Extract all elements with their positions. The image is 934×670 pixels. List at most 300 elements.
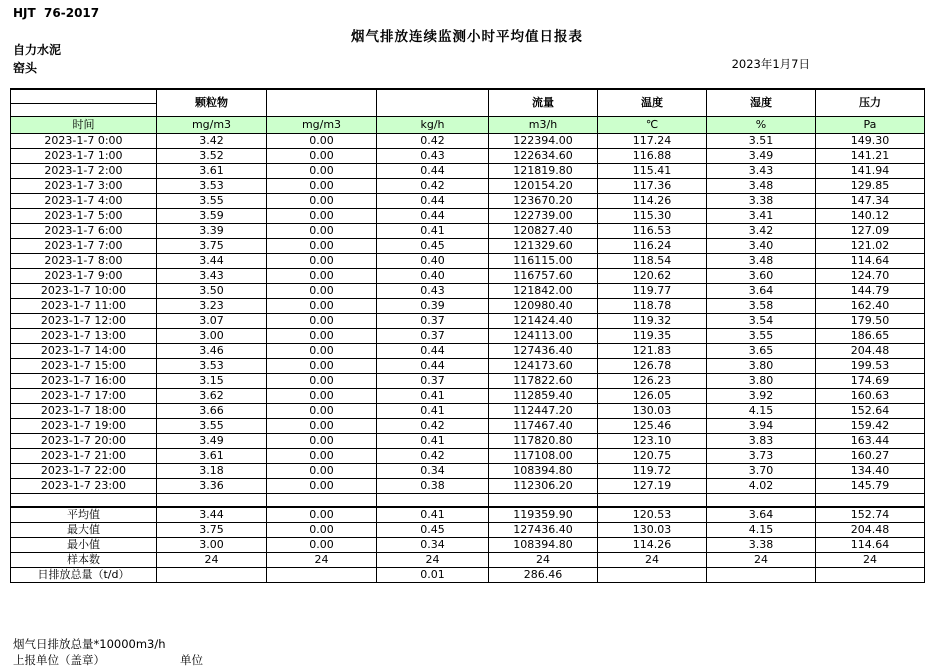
value-cell: 3.53 [157,178,267,193]
value-cell: 152.64 [816,403,925,418]
value-cell: 114.26 [598,193,707,208]
value-cell: 140.12 [816,208,925,223]
value-cell: 0.00 [267,163,377,178]
value-cell: 0.00 [267,418,377,433]
value-cell: 162.40 [816,298,925,313]
header-pressure: 压力 [816,89,925,116]
time-cell: 2023-1-7 11:00 [11,298,157,313]
time-cell: 2023-1-7 19:00 [11,418,157,433]
value-cell: 115.30 [598,208,707,223]
value-cell: 179.50 [816,313,925,328]
summary-value-cell: 4.15 [707,522,816,537]
group-header-row [11,89,925,103]
summary-value-cell [267,567,377,582]
time-cell: 2023-1-7 23:00 [11,478,157,493]
table-row [11,418,925,433]
summary-value-cell: 152.74 [816,507,925,522]
value-cell: 116115.00 [489,253,598,268]
value-cell: 119.72 [598,463,707,478]
value-cell: 0.42 [377,448,489,463]
summary-value-cell: 0.00 [267,522,377,537]
summary-value-cell [707,567,816,582]
value-cell: 124113.00 [489,328,598,343]
table-row [11,463,925,478]
value-cell: 129.85 [816,178,925,193]
value-cell: 108394.80 [489,463,598,478]
unit-m3-h: m3/h [489,116,598,133]
value-cell: 0.00 [267,298,377,313]
table-row [11,133,925,148]
value-cell: 3.83 [707,433,816,448]
value-cell: 121842.00 [489,283,598,298]
blank-cell [267,493,377,507]
value-cell: 3.40 [707,238,816,253]
value-cell: 3.65 [707,343,816,358]
value-cell: 0.41 [377,403,489,418]
value-cell: 159.42 [816,418,925,433]
time-cell: 2023-1-7 22:00 [11,463,157,478]
data-rows [11,133,925,493]
value-cell: 127.09 [816,223,925,238]
value-cell: 3.80 [707,358,816,373]
value-cell: 117.24 [598,133,707,148]
summary-value-cell: 0.01 [377,567,489,582]
table-row [11,403,925,418]
value-cell: 163.44 [816,433,925,448]
value-cell: 0.00 [267,178,377,193]
value-cell: 0.42 [377,418,489,433]
value-cell: 3.66 [157,403,267,418]
value-cell: 3.80 [707,373,816,388]
value-cell: 0.44 [377,343,489,358]
time-cell: 2023-1-7 7:00 [11,238,157,253]
value-cell: 3.55 [157,418,267,433]
value-cell: 120.75 [598,448,707,463]
time-cell: 2023-1-7 6:00 [11,223,157,238]
summary-value-cell [598,567,707,582]
time-cell: 2023-1-7 8:00 [11,253,157,268]
table-row [11,388,925,403]
blank-cell [157,493,267,507]
value-cell: 122394.00 [489,133,598,148]
value-cell: 3.43 [157,268,267,283]
summary-value-cell: 3.75 [157,522,267,537]
unit-header-row [11,116,925,133]
value-cell: 0.00 [267,343,377,358]
time-cell: 2023-1-7 1:00 [11,148,157,163]
value-cell: 121.83 [598,343,707,358]
unit-mg-m3: mg/m3 [157,116,267,133]
table-row [11,238,925,253]
table-row [11,313,925,328]
value-cell: 124173.60 [489,358,598,373]
summary-value-cell: 114.64 [816,537,925,552]
blank-cell [707,493,816,507]
value-cell: 117108.00 [489,448,598,463]
summary-value-cell: 0.00 [267,507,377,522]
value-cell: 3.59 [157,208,267,223]
value-cell: 0.00 [267,238,377,253]
value-cell: 3.48 [707,253,816,268]
summary-value-cell: 120.53 [598,507,707,522]
value-cell: 121329.60 [489,238,598,253]
value-cell: 122739.00 [489,208,598,223]
time-cell: 2023-1-7 17:00 [11,388,157,403]
value-cell: 117822.60 [489,373,598,388]
header-empty-cell [11,103,157,116]
value-cell: 0.00 [267,478,377,493]
value-cell: 3.58 [707,298,816,313]
value-cell: 112859.40 [489,388,598,403]
table-row [11,298,925,313]
summary-value-cell: 0.45 [377,522,489,537]
unit-percent: % [707,116,816,133]
header-empty-cell [377,89,489,116]
value-cell: 115.41 [598,163,707,178]
time-cell: 2023-1-7 9:00 [11,268,157,283]
value-cell: 0.39 [377,298,489,313]
summary-rows [11,507,925,582]
summary-label-cell: 最小值 [11,537,157,552]
header-humidity: 湿度 [707,89,816,116]
value-cell: 3.92 [707,388,816,403]
time-cell: 2023-1-7 3:00 [11,178,157,193]
value-cell: 127436.40 [489,343,598,358]
value-cell: 0.42 [377,178,489,193]
value-cell: 3.46 [157,343,267,358]
value-cell: 186.65 [816,328,925,343]
value-cell: 3.62 [157,388,267,403]
value-cell: 0.00 [267,253,377,268]
value-cell: 126.23 [598,373,707,388]
value-cell: 112306.20 [489,478,598,493]
value-cell: 126.78 [598,358,707,373]
value-cell: 0.44 [377,193,489,208]
time-cell: 2023-1-7 10:00 [11,283,157,298]
value-cell: 3.52 [157,148,267,163]
value-cell: 3.49 [707,148,816,163]
site-name: 窑头 [13,61,38,75]
value-cell: 119.32 [598,313,707,328]
summary-value-cell: 24 [598,552,707,567]
value-cell: 0.44 [377,163,489,178]
value-cell: 3.54 [707,313,816,328]
value-cell: 0.37 [377,373,489,388]
value-cell: 121424.40 [489,313,598,328]
summary-value-cell: 114.26 [598,537,707,552]
summary-label-cell: 日排放总量（t/d） [11,567,157,582]
value-cell: 0.00 [267,358,377,373]
value-cell: 0.40 [377,253,489,268]
table-row [11,178,925,193]
value-cell: 3.15 [157,373,267,388]
table-row [11,358,925,373]
summary-row [11,537,925,552]
summary-row [11,507,925,522]
value-cell: 3.61 [157,163,267,178]
summary-value-cell: 286.46 [489,567,598,582]
value-cell: 0.00 [267,208,377,223]
value-cell: 126.05 [598,388,707,403]
value-cell: 0.44 [377,358,489,373]
header-particulate: 颗粒物 [157,89,267,116]
value-cell: 122634.60 [489,148,598,163]
value-cell: 118.54 [598,253,707,268]
table-row [11,433,925,448]
unit-celsius: ℃ [598,116,707,133]
time-cell: 2023-1-7 21:00 [11,448,157,463]
value-cell: 0.00 [267,223,377,238]
time-cell: 2023-1-7 5:00 [11,208,157,223]
unit-kg-h: kg/h [377,116,489,133]
value-cell: 0.42 [377,133,489,148]
summary-row [11,567,925,582]
summary-value-cell: 3.64 [707,507,816,522]
table-row [11,148,925,163]
table-row [11,478,925,493]
time-cell: 2023-1-7 4:00 [11,193,157,208]
page-title: 烟气排放连续监测小时平均值日报表 [351,29,583,45]
value-cell: 3.42 [157,133,267,148]
value-cell: 127.19 [598,478,707,493]
value-cell: 145.79 [816,478,925,493]
value-cell: 0.00 [267,328,377,343]
value-cell: 3.44 [157,253,267,268]
value-cell: 0.00 [267,313,377,328]
summary-value-cell [816,567,925,582]
time-cell: 2023-1-7 16:00 [11,373,157,388]
value-cell: 144.79 [816,283,925,298]
value-cell: 3.60 [707,268,816,283]
blank-cell [598,493,707,507]
time-cell: 2023-1-7 18:00 [11,403,157,418]
value-cell: 0.43 [377,148,489,163]
value-cell: 0.00 [267,373,377,388]
value-cell: 3.41 [707,208,816,223]
value-cell: 117467.40 [489,418,598,433]
blank-cell [377,493,489,507]
table-row [11,253,925,268]
value-cell: 130.03 [598,403,707,418]
table-row [11,193,925,208]
blank-row [11,493,925,507]
table-row [11,328,925,343]
value-cell: 134.40 [816,463,925,478]
value-cell: 116.53 [598,223,707,238]
value-cell: 0.00 [267,148,377,163]
value-cell: 3.73 [707,448,816,463]
report-date: 2023年1月7日 [731,57,810,71]
value-cell: 3.55 [707,328,816,343]
time-cell: 2023-1-7 13:00 [11,328,157,343]
unit-pa: Pa [816,116,925,133]
value-cell: 3.55 [157,193,267,208]
value-cell: 119.77 [598,283,707,298]
unit-mg-m3: mg/m3 [267,116,377,133]
table-header [11,89,925,133]
summary-label-cell: 最大值 [11,522,157,537]
value-cell: 3.07 [157,313,267,328]
value-cell: 3.75 [157,238,267,253]
time-column-header: 时间 [11,116,157,133]
summary-value-cell: 24 [377,552,489,567]
value-cell: 160.63 [816,388,925,403]
value-cell: 120980.40 [489,298,598,313]
value-cell: 118.78 [598,298,707,313]
value-cell: 3.00 [157,328,267,343]
value-cell: 3.64 [707,283,816,298]
time-cell: 2023-1-7 2:00 [11,163,157,178]
value-cell: 199.53 [816,358,925,373]
value-cell: 3.36 [157,478,267,493]
summary-label-cell: 平均值 [11,507,157,522]
value-cell: 3.53 [157,358,267,373]
value-cell: 3.23 [157,298,267,313]
summary-label-cell: 样本数 [11,552,157,567]
summary-value-cell: 119359.90 [489,507,598,522]
blank-cell [489,493,598,507]
header-temperature: 温度 [598,89,707,116]
header-flow: 流量 [489,89,598,116]
value-cell: 121819.80 [489,163,598,178]
summary-value-cell: 24 [267,552,377,567]
summary-value-cell: 24 [816,552,925,567]
value-cell: 3.49 [157,433,267,448]
time-cell: 2023-1-7 14:00 [11,343,157,358]
value-cell: 0.41 [377,388,489,403]
company-name: 自力水泥 [13,43,62,57]
table-row [11,163,925,178]
reporting-unit-label: 上报单位（盖章） [13,653,105,667]
value-cell: 0.00 [267,133,377,148]
summary-value-cell: 108394.80 [489,537,598,552]
value-cell: 3.42 [707,223,816,238]
value-cell: 120154.20 [489,178,598,193]
table-row [11,208,925,223]
value-cell: 121.02 [816,238,925,253]
summary-value-cell: 3.44 [157,507,267,522]
value-cell: 123.10 [598,433,707,448]
value-cell: 0.38 [377,478,489,493]
unit-label: 单位 [180,653,203,667]
value-cell: 123670.20 [489,193,598,208]
value-cell: 0.43 [377,283,489,298]
value-cell: 0.00 [267,433,377,448]
summary-row [11,522,925,537]
value-cell: 3.43 [707,163,816,178]
summary-value-cell: 0.00 [267,537,377,552]
blank-row-body [11,493,925,507]
value-cell: 204.48 [816,343,925,358]
value-cell: 125.46 [598,418,707,433]
value-cell: 0.00 [267,463,377,478]
value-cell: 3.94 [707,418,816,433]
table-row [11,373,925,388]
total-emission-note: 烟气日排放总量*10000m3/h [13,637,166,651]
value-cell: 119.35 [598,328,707,343]
value-cell: 116757.60 [489,268,598,283]
summary-value-cell: 127436.40 [489,522,598,537]
summary-value-cell: 130.03 [598,522,707,537]
value-cell: 0.41 [377,433,489,448]
summary-value-cell: 0.41 [377,507,489,522]
time-cell: 2023-1-7 20:00 [11,433,157,448]
value-cell: 114.64 [816,253,925,268]
value-cell: 3.48 [707,178,816,193]
value-cell: 0.37 [377,328,489,343]
value-cell: 141.94 [816,163,925,178]
header-empty-cell [267,89,377,116]
table-row [11,448,925,463]
value-cell: 3.51 [707,133,816,148]
table-row [11,268,925,283]
value-cell: 4.02 [707,478,816,493]
summary-value-cell: 3.38 [707,537,816,552]
value-cell: 0.45 [377,238,489,253]
value-cell: 3.39 [157,223,267,238]
value-cell: 116.24 [598,238,707,253]
value-cell: 0.34 [377,463,489,478]
value-cell: 3.38 [707,193,816,208]
summary-value-cell [157,567,267,582]
value-cell: 3.50 [157,283,267,298]
value-cell: 4.15 [707,403,816,418]
table-row [11,283,925,298]
value-cell: 0.41 [377,223,489,238]
value-cell: 124.70 [816,268,925,283]
value-cell: 160.27 [816,448,925,463]
time-cell: 2023-1-7 12:00 [11,313,157,328]
value-cell: 0.00 [267,193,377,208]
value-cell: 3.61 [157,448,267,463]
summary-value-cell: 0.34 [377,537,489,552]
summary-value-cell: 204.48 [816,522,925,537]
summary-row [11,552,925,567]
value-cell: 149.30 [816,133,925,148]
value-cell: 0.00 [267,268,377,283]
summary-value-cell: 24 [157,552,267,567]
value-cell: 0.44 [377,208,489,223]
value-cell: 0.00 [267,283,377,298]
monitoring-table [10,88,925,583]
value-cell: 0.00 [267,448,377,463]
value-cell: 3.18 [157,463,267,478]
value-cell: 117820.80 [489,433,598,448]
value-cell: 147.34 [816,193,925,208]
value-cell: 117.36 [598,178,707,193]
summary-value-cell: 3.00 [157,537,267,552]
value-cell: 120.62 [598,268,707,283]
value-cell: 174.69 [816,373,925,388]
value-cell: 120827.40 [489,223,598,238]
table-row [11,343,925,358]
blank-cell [11,493,157,507]
summary-value-cell: 24 [489,552,598,567]
value-cell: 141.21 [816,148,925,163]
value-cell: 0.40 [377,268,489,283]
value-cell: 116.88 [598,148,707,163]
blank-cell [816,493,925,507]
value-cell: 0.00 [267,403,377,418]
value-cell: 0.00 [267,388,377,403]
time-cell: 2023-1-7 0:00 [11,133,157,148]
value-cell: 0.37 [377,313,489,328]
table-row [11,223,925,238]
value-cell: 112447.20 [489,403,598,418]
header-empty-cell [11,89,157,103]
summary-value-cell: 24 [707,552,816,567]
doc-code: HJT 76-2017 [13,6,100,20]
